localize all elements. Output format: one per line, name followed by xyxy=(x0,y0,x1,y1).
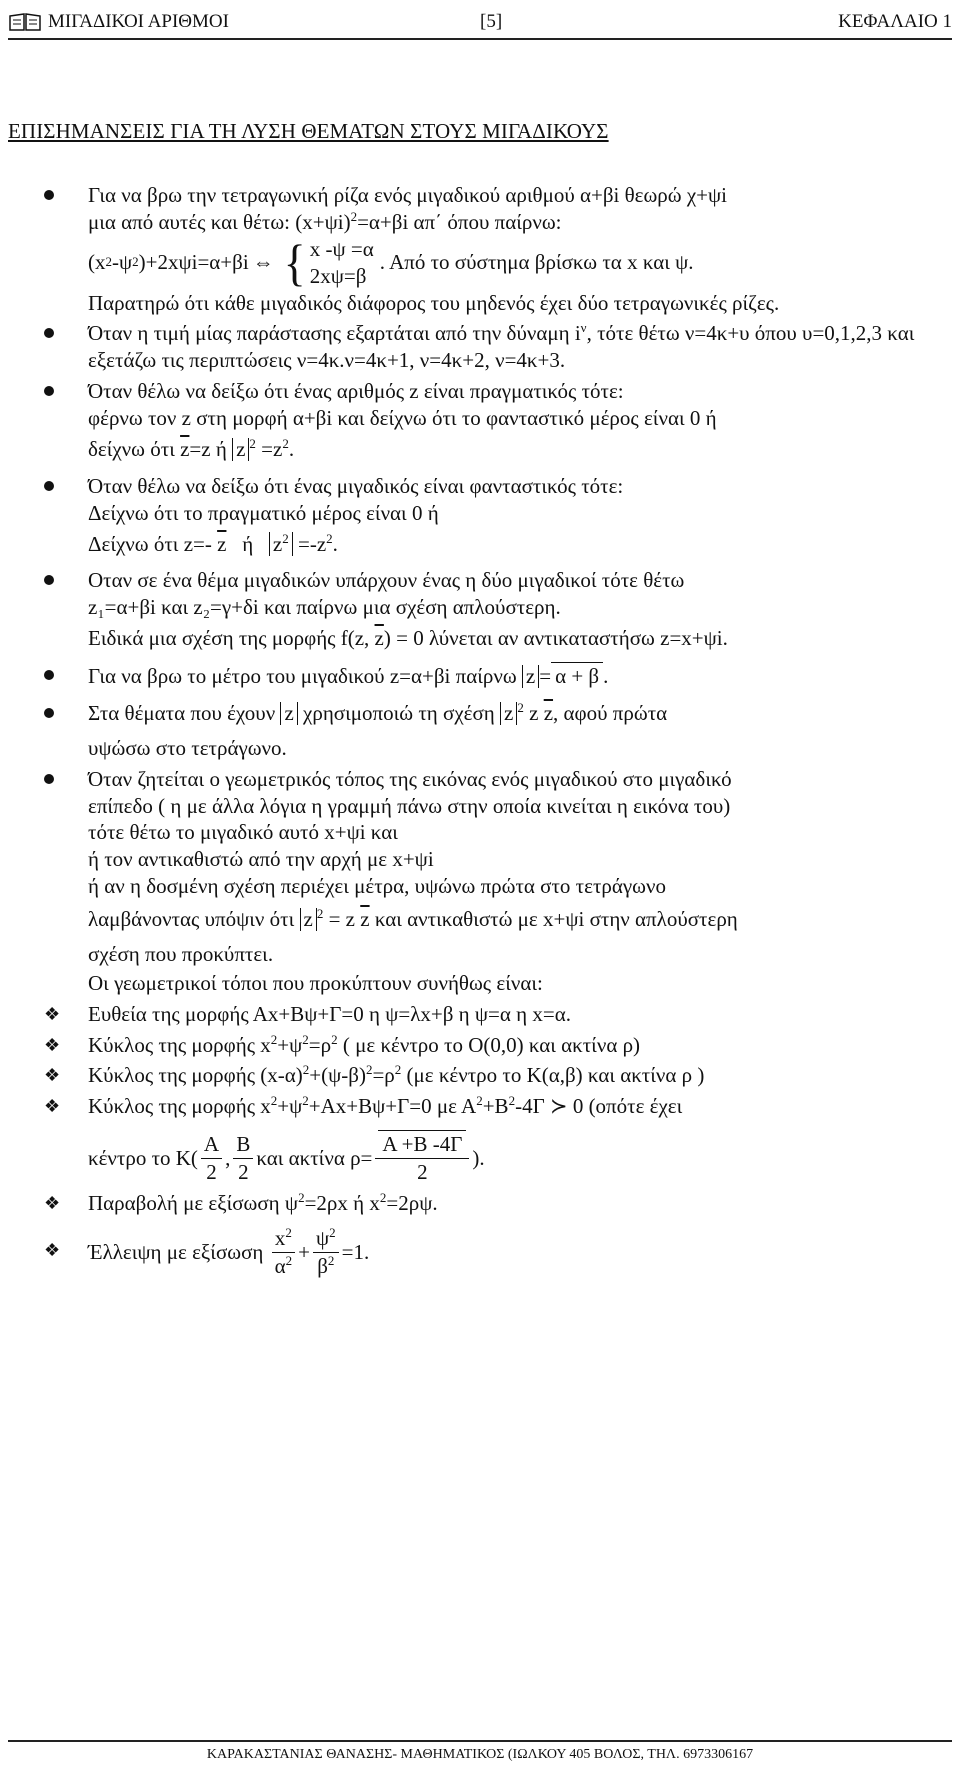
chapter-label: ΚΕΦΑΛΑΙΟ 1 xyxy=(838,10,952,32)
bullet-two-complex: Οταν σε ένα θέμα μιγαδικών υπάρχουν ένας η δύο μιγαδικοί τότε θέτω z₁=α+βi και z₂=γ+δi και παίρνω μια σχέση απλούστερη. Ειδικά μια σχέση της μορφής f(z, $\overline{z}) = 0$ λύνεται αν αντικαταστήσω z=x+ψi. xyxy=(44,567,929,652)
diamond-bullet-icon: ❖ xyxy=(44,1192,61,1213)
bullet-icon xyxy=(44,670,54,680)
locus-circle-center: ❖ Κύκλος της μορφής $(x-\alpha)^2+(\psi-\beta)^2=\rho^2$ (με κέντρο το Κ(α,β) και ακτίνα ρ ) xyxy=(44,1062,705,1088)
bullet-icon xyxy=(44,774,54,784)
bullet-powers-of-i: Όταν η τιμή μίας παράστασης εξαρτάται από την δύναμη $i^\nu$, τότε θέτω ν=4κ+υ όπου υ=0,1,2,3 και εξετάζω τις περιπτώσεις ν=4κ.ν=4κ+1, ν=4κ+2, ν=4κ+3. xyxy=(44,320,929,374)
diamond-bullet-icon: ❖ xyxy=(44,1034,61,1055)
bullet-imaginary-number: Όταν θέλω να δείξω ότι ένας μιγαδικός είναι φανταστικός τότε: Δείχνω ότι το πραγματικό μέρος είναι 0 ή Δείχνω ότι z=- $\overline{z}$ ή $z^2 =-z^2$. xyxy=(44,473,929,558)
bullet-modulus: Για να βρω το μέτρο του μιγαδικού z=α+βi παίρνω z = α + β . xyxy=(44,662,929,690)
diamond-bullet-icon: ❖ xyxy=(44,1096,61,1117)
diamond-bullet-icon: ❖ xyxy=(44,1003,61,1024)
bullet-icon xyxy=(44,190,54,200)
section-title: ΕΠΙΣΗΜΑΝΣΕΙΣ ΓΙΑ ΤΗ ΛΥΣΗ ΘΕΜΑΤΩΝ ΣΤΟΥΣ ΜΙΓΑΔΙΚΟΥΣ xyxy=(8,119,609,143)
page-header xyxy=(8,6,952,40)
bullet-real-number: Όταν θέλω να δείξω ότι ένας αριθμός z είναι πραγματικός τότε: φέρνω τον z στη μορφή α+βi και δείχνω ότι το φανταστικό μέρος είναι 0 ή δείχνω ότι $\overline{z}=z$ ή z $^2 =z^2$. xyxy=(44,378,929,463)
fraction-B: $\frac{B}{2}$ xyxy=(233,1131,253,1186)
equation-2: 2xψ=β xyxy=(309,263,367,288)
locus-ellipse: ❖ Έλλειψη με εξίσωση $\frac{x^2}{\alpha^2}$ + $\frac{\psi^2}{\beta^2}$ =1. xyxy=(44,1224,370,1278)
bullet-icon xyxy=(44,708,54,718)
locus-circle-origin: ❖ Κύκλος της μορφής $x^2+\psi^2=\rho^2$ ( με κέντρο το Ο(0,0) και ακτίνα ρ) xyxy=(44,1031,641,1057)
equation-1: x -ψ =α xyxy=(309,236,374,261)
bullet-icon xyxy=(44,481,54,491)
header-left: ΜΙΓΑΔΙΚΟΙ ΑΡΙΘΜΟΙ xyxy=(48,10,229,32)
book-icon xyxy=(8,12,42,32)
text-line: Παρατηρώ ότι κάθε μιγαδικός διάφορος του μηδενός έχει δύο τετραγωνικές ρίζες. xyxy=(88,290,780,315)
diamond-bullet-icon: ❖ xyxy=(44,1065,61,1086)
equation-system: (x 2 -ψ 2 )+2xψi=α+βi ⇔ { x -ψ =α 2xψ=β . Από το σύστημα βρίσκω τα x και ψ. xyxy=(88,234,694,291)
bullet-square-root xyxy=(44,182,929,316)
bullet-icon xyxy=(44,328,54,338)
locus-line: ❖ Ευθεία της μορφής Αx+Bψ+Γ=0 η ψ=λx+β η ψ=α η x=α. xyxy=(44,1001,571,1026)
fraction-A: $\frac{A}{2}$ xyxy=(201,1131,222,1186)
sqrt-expression: α + β xyxy=(551,662,603,690)
loci-title: Οι γεωμετρικοί τόποι που προκύπτουν συνήθως είναι: xyxy=(88,970,543,995)
page-footer: ΚΑΡΑΚΑΣΤΑΝΙΑΣ ΘΑΝΑΣΗΣ- ΜΑΘΗΜΑΤΙΚΟΣ (ΙΩΛΚΟΥ 405 ΒΟΛΟΣ, ΤΗΛ. 6973306167 xyxy=(8,1740,952,1764)
bullet-modulus-square: Στα θέματα που έχουν z χρησιμοποιώ τη σχέση z $^2$ z $\overline{z}$, αφού πρώτα υψώσω στο τετράγωνο. xyxy=(44,700,929,762)
brace-icon: { xyxy=(283,234,306,291)
page-number: [5] xyxy=(480,10,503,32)
locus-parabola: ❖ Παραβολή με εξίσωση $\psi^2=2\rho x$ ή $x^2=2\rho\psi$. xyxy=(44,1189,438,1215)
text-line: μια από αυτές και θέτω: $(x+\psi i)^2=\alpha+\beta i$ απ΄ όπου παίρνω: xyxy=(88,208,562,234)
bullet-icon xyxy=(44,575,54,585)
bullet-icon xyxy=(44,386,54,396)
bullet-locus: Όταν ζητείται ο γεωμετρικός τόπος της εικόνας ενός μιγαδικού στο μιγαδικό επίπεδο ( η με άλλα λόγια η γραμμή πάνω στην οποία κινείται η εικόνα του) τότε θέτω το μιγαδικό αυτό x+ψi και ή τον αντικαθιστώ από την αρχή με x+ψi ή αν η δοσμένη σχέση περιέχει μέτρα, υψώνω πρώτα στο τετράγωνο λαμβάνοντας υπόψιν ότι z $^2$ = z $\overline{z}$ και αντικαθιστώ με x+ψi στην απλούστερη σχέση που προκύπτει. xyxy=(44,766,929,968)
locus-circle-general: ❖ Κύκλος της μορφής $x^2+\psi^2+Ax+B\psi+\Gamma=0$ με $A^2+B^2-4\Gamma$ ≻ 0 (οπότε έχει κέντρο το Κ( $\frac{A}{2}$ , $\frac{B}{2}$ και ακτίνα ρ= $\frac{A +B -4\Gamma}{2}$ ). xyxy=(44,1093,683,1184)
diamond-bullet-icon: ❖ xyxy=(44,1239,61,1260)
text-line: Για να βρω την τετραγωνική ρίζα ενός μιγαδικού αριθμού α+βi θεωρώ χ+ψi xyxy=(88,183,728,207)
radius-fraction: $\frac{A +B -4\Gamma}{2}$ xyxy=(375,1130,469,1186)
iff-symbol: ⇔ xyxy=(252,250,274,275)
content xyxy=(44,182,929,1284)
